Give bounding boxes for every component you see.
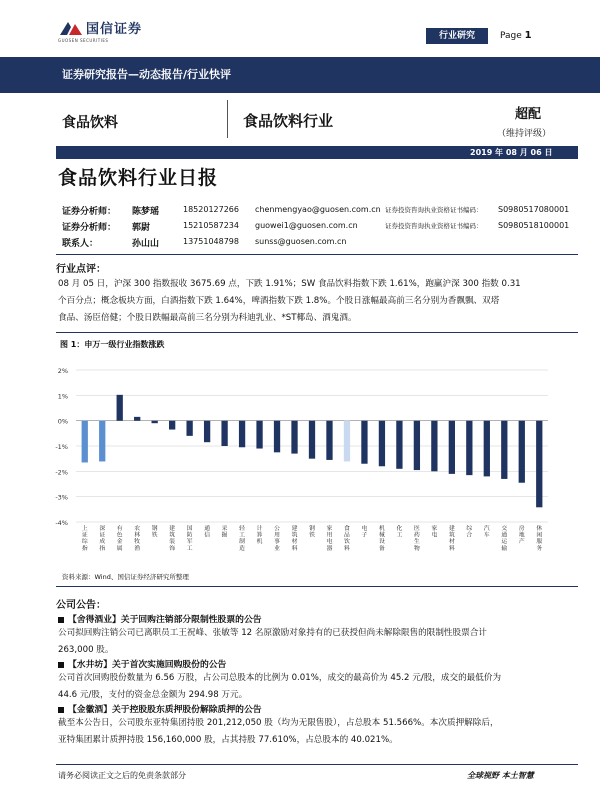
x-tick-label: 建筑材料 xyxy=(448,526,455,552)
analyst-role: 证券分析师： xyxy=(62,207,117,217)
y-tick-label: 2% xyxy=(57,367,68,375)
x-tick-label: 深证成指 xyxy=(99,526,106,552)
announcement-title[interactable]: 【金徽酒】关于控股股东质押股份解除质押的公告 xyxy=(58,702,583,715)
bar xyxy=(309,421,315,459)
y-tick-label: 1% xyxy=(57,392,68,401)
x-tick-label: 轻工制造 xyxy=(239,526,245,552)
bullet-square-icon xyxy=(58,662,64,668)
contact-name: 孙山山 xyxy=(132,239,160,249)
x-tick-label: 房地产 xyxy=(518,526,525,546)
bar xyxy=(99,421,105,462)
bar xyxy=(239,421,245,448)
announcement-item xyxy=(58,612,583,659)
page-label: Page xyxy=(500,31,522,41)
company-logo-mark xyxy=(58,19,84,37)
report-date: 2019 年 08 月 06 日 xyxy=(470,148,553,157)
bar xyxy=(117,395,123,421)
x-tick-label: 计算机 xyxy=(256,526,263,546)
bar xyxy=(256,421,262,449)
contact-role: 联系人： xyxy=(62,239,99,249)
contact-phone: 13751048798 xyxy=(183,237,239,246)
announcement-line: 公司拟回购注销公司已离职员工王祝峰、张敏等 12 名原激励对象持有的已获授但尚未解除限售的限制性股票合计 xyxy=(58,628,487,638)
divider xyxy=(227,100,228,138)
x-tick-label: 建筑材料 xyxy=(291,526,298,552)
y-tick-label: -3% xyxy=(55,493,68,502)
bar xyxy=(519,421,525,483)
rating: 超配 xyxy=(515,107,542,122)
analyst-phone: 15210587234 xyxy=(183,221,239,230)
review-line: 个百分点；概念板块方面，白酒指数下跌 1.64%，啤酒指数下跌 1.8%。个股日涨幅最高前三名分别为香飘飘、双塔 xyxy=(58,296,500,306)
x-tick-label: 交通运输 xyxy=(501,526,508,552)
x-tick-label: 汽车 xyxy=(483,526,490,539)
report-type-tag: 行业研究 xyxy=(426,28,488,44)
bar xyxy=(414,421,420,470)
x-tick-label: 钢铁 xyxy=(151,526,158,539)
x-tick-label: 建筑装饰 xyxy=(169,526,176,552)
bar xyxy=(379,421,385,467)
contact-email[interactable]: sunss@guosen.com.cn xyxy=(255,237,347,246)
x-tick-label: 家用电器 xyxy=(326,526,333,552)
analyst-name: 郭尉 xyxy=(132,223,151,233)
announcement-line: 44.6 元/股，支付的资金总金额为 294.98 万元。 xyxy=(58,690,248,700)
bar xyxy=(449,421,455,474)
bar xyxy=(134,417,140,421)
separator xyxy=(56,254,578,255)
bar xyxy=(361,421,367,464)
y-tick-label: -4% xyxy=(55,519,68,527)
review-line: 食品、汤臣倍健；个股日跌幅最高前三名分别为科迪乳业、*ST椰岛、酒鬼酒。 xyxy=(58,313,357,323)
x-tick-label: 有色金属 xyxy=(116,526,123,552)
analyst-cert: S0980518100001 xyxy=(498,221,570,230)
x-tick-label: 上证综指 xyxy=(81,526,88,552)
figure-title: 图 1：申万一级行业指数涨跌 xyxy=(60,340,165,349)
analyst-email[interactable]: guowei1@guosen.com.cn xyxy=(255,221,358,230)
disclaimer-note: 请务必阅读正文之后的免责条款部分 xyxy=(58,771,186,780)
bar xyxy=(536,421,542,508)
figure-bottom-separator xyxy=(56,586,578,587)
review-line: 08 月 05 日，沪深 300 指数报收 3675.69 点，下跌 1.91%；SW 食品饮料指数下跌 1.61%，跑赢沪深 300 指数 0.31 xyxy=(58,279,521,289)
x-tick-label: 综合 xyxy=(466,526,473,539)
bar xyxy=(152,421,158,424)
x-tick-label: 家电 xyxy=(431,526,438,539)
y-tick-label: 0% xyxy=(57,417,68,426)
figure-separator xyxy=(56,332,578,333)
x-tick-label: 机械设备 xyxy=(379,526,385,552)
announcements-heading: 公司公告： xyxy=(56,600,106,611)
y-tick-label: -1% xyxy=(55,443,68,451)
announcement-line: 截至本公告日，公司股东亚特集团持股 201,212,050 股（均为无限售股），占总股本 51.566%。本次质押解除后， xyxy=(58,718,499,728)
x-tick-label: 医药生物 xyxy=(413,526,420,552)
bar xyxy=(221,421,227,446)
bar xyxy=(291,421,297,454)
review-text xyxy=(58,276,583,327)
slogan: 全球视野 本土智慧 xyxy=(467,771,534,780)
x-tick-label: 钢铁 xyxy=(309,526,315,539)
analyst-phone: 18520127266 xyxy=(183,205,239,214)
x-tick-label: 国防军工 xyxy=(186,526,193,552)
y-tick-label: -2% xyxy=(55,468,68,477)
announcement-item xyxy=(58,702,583,749)
announcement-title[interactable]: 【舍得酒业】关于回购注销部分限制性股票的公告 xyxy=(58,612,583,625)
rating-note: （维持评级） xyxy=(497,129,552,139)
bar xyxy=(204,421,210,443)
report-category: 证券研究报告—动态报告/行业快评 xyxy=(62,68,232,81)
x-tick-label: 通信 xyxy=(204,526,211,539)
industry-label: 食品饮料行业 xyxy=(243,112,334,130)
analyst-cert-label: 证券投资咨询执业资格证书编码： xyxy=(385,222,483,230)
bar xyxy=(274,421,280,453)
review-heading: 行业点评： xyxy=(56,264,106,275)
bullet-square-icon xyxy=(58,617,64,623)
bar xyxy=(466,421,472,475)
analyst-name: 陈梦瑶 xyxy=(132,207,160,217)
industry-index-chart xyxy=(40,360,560,570)
figure-source: 资料来源：Wind、国信证券经济研究所整理 xyxy=(62,573,189,581)
x-tick-label: 休闲服务 xyxy=(536,526,543,552)
announcement-line: 263,000 股。 xyxy=(58,645,114,655)
announcement-item xyxy=(58,657,583,704)
x-tick-label: 公用事业 xyxy=(274,526,280,552)
page-number: 1 xyxy=(524,30,532,41)
analyst-cert-label: 证券投资咨询执业资格证书编码： xyxy=(385,206,483,214)
announcement-line: 公司首次回购股份数量为 6.56 万股，占公司总股本的比例为 0.01%，成交的最高价为 45.2 元/股，成交的最低价为 xyxy=(58,673,502,683)
x-tick-label: 采掘 xyxy=(221,526,228,539)
bullet-square-icon xyxy=(58,707,64,713)
analyst-email[interactable]: chenmengyao@guosen.com.cn xyxy=(255,205,381,214)
announcement-title[interactable]: 【水井坊】关于首次实施回购股份的公告 xyxy=(58,657,583,670)
page-indicator xyxy=(500,30,532,41)
sector-label: 食品饮料 xyxy=(62,115,118,131)
bar xyxy=(169,421,175,430)
analyst-cert: S0980517080001 xyxy=(498,205,570,214)
bar xyxy=(396,421,402,469)
analyst-role: 证券分析师： xyxy=(62,223,117,233)
bar xyxy=(344,421,350,462)
announcement-line: 亚特集团累计质押持股 156,160,000 股，占其持股 77.610%，占总股本的 40.021%。 xyxy=(58,735,398,745)
bar xyxy=(501,421,507,479)
x-tick-label: 化工 xyxy=(396,526,403,539)
bar xyxy=(484,421,490,477)
bar xyxy=(326,421,332,460)
footer-separator xyxy=(56,764,578,765)
x-tick-label: 农林牧渔 xyxy=(134,526,141,552)
x-tick-label: 食品饮料 xyxy=(344,526,350,552)
x-tick-label: 电子 xyxy=(361,526,368,539)
bar xyxy=(82,421,88,463)
bar xyxy=(431,421,437,472)
company-name: 国信证券 xyxy=(86,22,143,37)
company-name-en: GUOSEN SECURITIES xyxy=(58,38,109,43)
bar xyxy=(186,421,192,436)
report-title: 食品饮料行业日报 xyxy=(58,167,219,189)
